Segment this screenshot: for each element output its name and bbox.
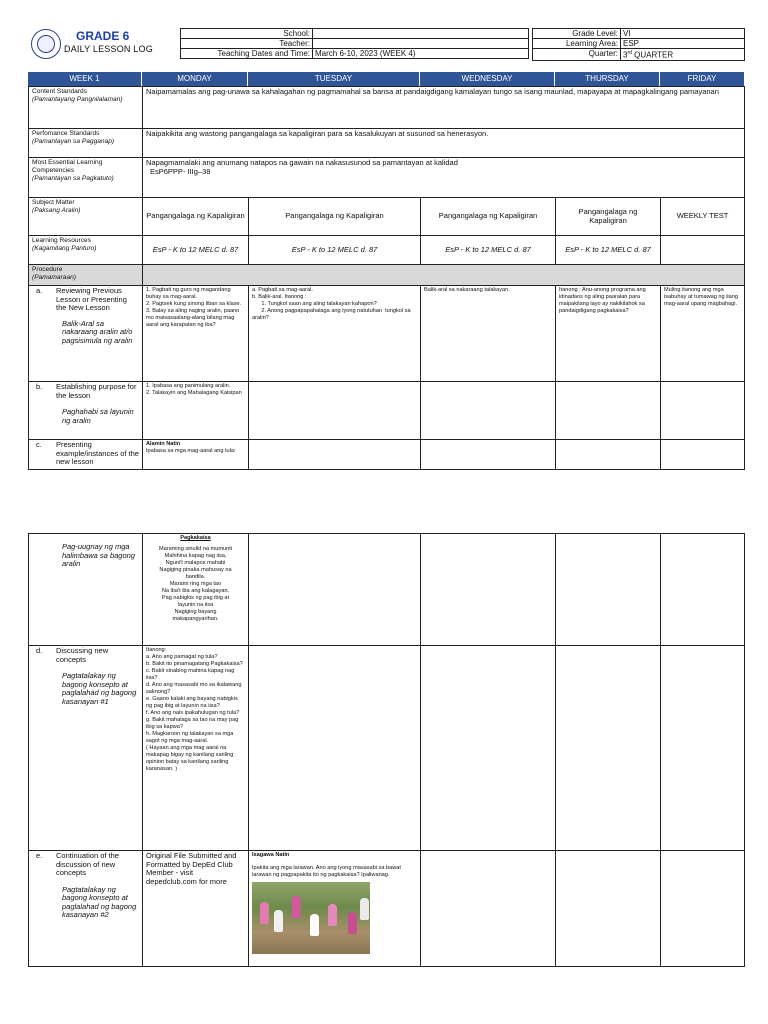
b-letter: b. — [36, 382, 43, 391]
c-cont-label — [29, 534, 143, 646]
e-subtitle: Pagtatalakay ng bagong konsepto at paglalahad ng bagong kasanayan #2 — [62, 884, 137, 919]
a-wednesday: Balik-aral sa nakaraang talakayan. — [421, 286, 556, 382]
b-subtitle: Paghahabi sa layunin ng aralin — [62, 407, 134, 425]
procedure-title: Procedure — [32, 266, 63, 273]
a-thursday: Itanong : Anu-anong programa ang idinadaos ng aling paaralan para maipakilang layo ay nakikilahok sa pandaigdigang pagkakaisa? — [556, 286, 661, 382]
e-friday — [661, 851, 745, 967]
a-letter: a. — [36, 286, 43, 295]
grade-level-label: Grade Level: — [533, 29, 621, 39]
c-cont-friday — [661, 534, 745, 646]
c-friday — [661, 440, 745, 470]
e-monday: Original File Submitted and Formatted by DepEd Club Member - visit depedclub.com for more — [143, 851, 249, 967]
header-class-info — [532, 28, 745, 61]
subject-matter-subtitle: (Paksang Aralin) — [32, 207, 81, 214]
school-label: School: — [181, 29, 313, 39]
a-label — [29, 286, 143, 382]
row-performance-standards — [29, 129, 745, 158]
resources-subtitle: (Kagamitang Panturo) — [32, 245, 97, 252]
row-procedure — [29, 265, 745, 286]
learning-area-label: Learning Area: — [533, 39, 621, 49]
b-monday: 1. Ipabasa ang panimulang aralin. 2. Talakayin ang Mahalagang Kaisipan — [143, 382, 249, 440]
competencies-code: EsP6PPP- IIIg–38 — [150, 166, 211, 176]
dates-value: March 6-10, 2023 (WEEK 4) — [313, 49, 529, 59]
lesson-table-page-2 — [28, 533, 745, 967]
d-friday — [661, 646, 745, 851]
e-label — [29, 851, 143, 967]
row-e — [29, 851, 745, 967]
d-letter: d. — [36, 646, 43, 655]
competencies-title: Most Essential Learning Competencies — [32, 159, 103, 174]
c-tuesday — [249, 440, 421, 470]
quarter-value — [621, 49, 745, 61]
resources-thursday: EsP - K to 12 MELC d. 87 — [556, 236, 661, 265]
e-letter: e. — [36, 851, 43, 860]
school-value — [313, 29, 529, 39]
subject-tuesday: Pangangalaga ng Kapaligiran — [249, 198, 421, 236]
resources-monday: EsP - K to 12 MELC d. 87 — [143, 236, 249, 265]
quarter-label: Quarter: — [533, 49, 621, 61]
c-wednesday — [421, 440, 556, 470]
dates-label: Teaching Dates and Time: — [181, 49, 313, 59]
e-tuesday-text: Ipakita ang mga larawan. Ano ang iyong masasabi sa bawat larawan ng pagpapakita ito ng pagkakaisa? Ipaliwanag. — [252, 865, 401, 878]
competencies-value — [143, 158, 745, 198]
d-subtitle: Pagtatalakay ng bagong konsepto at paglalahad ng bagong kasanayan #1 — [62, 671, 137, 706]
day-tuesday: TUESDAY — [248, 72, 420, 86]
a-monday: 1. Pagbati ng guro ng magandang buhay sa mag-aaral. 2. Pagtsek kung sinong liban sa klase. 3. Balay sa aling naging aralin, paano mo maisasaalang-alang bilang mag aaral ang karapatan ng iba? — [143, 286, 249, 382]
performance-standards-title: Perfomance Standards — [32, 130, 100, 137]
c-monday-title: Alamin Natin — [146, 441, 181, 447]
resources-label — [29, 236, 143, 265]
performance-standards-label — [29, 129, 143, 158]
c-cont-thursday — [556, 534, 661, 646]
d-title: Discussing new concepts — [56, 646, 109, 664]
quarter-number: 3 — [623, 50, 628, 60]
d-monday: Itanong: a. Ano ang pamagat ng tula? b. Bakit ito pinamagatang Pagkakaisa? c. Bakit sinabing mahina kapag nag iisa? d. Ano ang masasabi mo sa ikalawang saknong? e. Gaano kalaki ang bayang nabigkis ng pag ibig at layunin na iisa? f. Ano ang nais ipakahulugan ng tula? g. Bakit mahalaga sa tao na may pag ibig sa kapwa? h. Magkaroon ng talakayan sa mga sagot ng mga mag-aaral. ( Hayaan ang mga mag aaral na makapag bigay ng kanilang sariling opinion batay sa kanilang sariling karanasan. ) — [143, 646, 249, 851]
e-tuesday — [249, 851, 421, 967]
c-label — [29, 440, 143, 470]
lesson-table-page-1 — [28, 86, 745, 470]
competencies-subtitle: (Pamantayan sa Pagkatuto) — [32, 175, 114, 182]
grade-title: GRADE 6 — [76, 29, 130, 43]
week-bar — [28, 72, 744, 86]
day-monday: MONDAY — [142, 72, 248, 86]
c-label-wrap — [32, 441, 139, 467]
performance-standards-value: Naipakikita ang wastong pangangalaga sa kapaligiran para sa kasalukuyan at susunod sa henerasyon. — [143, 129, 745, 158]
procedure-subtitle: (Pamamaraan) — [32, 274, 76, 281]
b-title: Establishing purpose for the lesson — [56, 382, 137, 400]
row-a — [29, 286, 745, 382]
content-standards-value: Naipamamalas ang pag-unawa sa kahalagahan ng pagmamahal sa bansa at pandaigdigang kamalayan tungo sa isang maunlad, mapayapa at mapagkalingang pamayanan — [143, 87, 745, 129]
competencies-label — [29, 158, 143, 198]
b-label — [29, 382, 143, 440]
subject-friday: WEEKLY TEST — [661, 198, 745, 236]
content-standards-title: Content Standards — [32, 88, 87, 95]
teacher-label: Teacher: — [181, 39, 313, 49]
a-title: Reviewing Previous Lesson or Presenting the New Lesson — [56, 286, 127, 312]
teacher-value — [313, 39, 529, 49]
b-thursday — [556, 382, 661, 440]
row-resources — [29, 236, 745, 265]
row-c — [29, 440, 745, 470]
a-subtitle: Balik-Aral sa nakaraang aralin at/o pagsisimula ng aralin — [62, 318, 133, 345]
c-cont-wednesday — [421, 534, 556, 646]
c-monday-text: Ipabasa sa mga mag-aaral ang tula: — [146, 448, 236, 454]
b-friday — [661, 382, 745, 440]
quarter-suffix: rd — [627, 50, 632, 56]
subject-thursday: Pangangalaga ng Kapaligiran — [556, 198, 661, 236]
e-tuesday-title: Isagawa Natin — [252, 852, 290, 858]
poem-cell — [143, 534, 249, 646]
row-competencies — [29, 158, 745, 198]
week-label: WEEK 1 — [28, 72, 142, 86]
d-label-wrap — [32, 647, 139, 664]
row-b — [29, 382, 745, 440]
row-c-continued — [29, 534, 745, 646]
content-standards-subtitle: (Pamantayang Pangnilalaman) — [32, 96, 123, 103]
c-cont-tuesday — [249, 534, 421, 646]
a-tuesday: a. Pagbati sa mag-aaral. b. Balik-aral. Itanong : 1. Tungkol saan ang aling talakayan kahapon? 2. Anong pagpapapahalaga ang iyong natutuhan tungkol sa aralin? — [249, 286, 421, 382]
students-planting-photo — [252, 882, 370, 954]
d-thursday — [556, 646, 661, 851]
resources-tuesday: EsP - K to 12 MELC d. 87 — [249, 236, 421, 265]
b-label-wrap — [32, 383, 139, 400]
row-d — [29, 646, 745, 851]
document-type: DAILY LESSON LOG — [64, 44, 153, 54]
competencies-text: Napagmamalaki ang anumang natapos na gawain na nakasusunod sa pamantayan at kalidad — [146, 158, 458, 167]
header-school-info — [180, 28, 529, 59]
a-friday: Muling itanong ang mga isabuhay at tumawag ng ilang mag-aaral upang magbahagi. — [661, 286, 745, 382]
quarter-text: QUARTER — [631, 50, 674, 60]
e-label-wrap — [32, 852, 139, 878]
procedure-blank — [143, 265, 745, 286]
c-thursday — [556, 440, 661, 470]
learning-area-value: ESP — [621, 39, 745, 49]
c-monday — [143, 440, 249, 470]
day-friday: FRIDAY — [687, 74, 717, 83]
row-content-standards — [29, 87, 745, 129]
poem-title: Pagkakaisa — [180, 535, 211, 541]
d-label — [29, 646, 143, 851]
c-title: Presenting example/instances of the new lesson — [56, 440, 139, 466]
subject-monday: Pangangalaga ng Kapaligiran — [143, 198, 249, 236]
resources-wednesday: EsP - K to 12 MELC d. 87 — [421, 236, 556, 265]
e-thursday — [556, 851, 661, 967]
subject-matter-label — [29, 198, 143, 236]
e-title: Continuation of the discussion of new concepts — [56, 851, 119, 877]
resources-friday — [661, 236, 745, 265]
row-subject-matter — [29, 198, 745, 236]
content-standards-label — [29, 87, 143, 129]
procedure-label — [29, 265, 143, 286]
day-wednesday: WEDNESDAY — [420, 72, 555, 86]
performance-standards-subtitle: (Pamantayan sa Pagganap) — [32, 138, 115, 145]
subject-wednesday: Pangangalaga ng Kapaligiran — [421, 198, 556, 236]
day-thursday: THURSDAY — [555, 72, 660, 86]
c-cont-subtitle: Pag-uugnay ng mga halimbawa sa bagong aralin — [62, 542, 135, 568]
c-letter: c. — [36, 440, 42, 449]
grade-level-value: VI — [621, 29, 745, 39]
b-wednesday — [421, 382, 556, 440]
resources-title: Learning Resources — [32, 237, 92, 244]
b-tuesday — [249, 382, 421, 440]
a-label-wrap — [32, 287, 139, 313]
d-tuesday — [249, 646, 421, 851]
deped-seal-icon — [31, 29, 61, 59]
e-wednesday — [421, 851, 556, 967]
poem-text: Maraming sinulid na mumunti Mahihina kapag nag iisa, Nguni't malapos mahabi Nagiging pinaka mahusay na bandila. Marami ring mga tao Na iba't iba ang kalagayan, Pag nabigkis ng pag ibig at layunin na iisa Nagiging bayang makapangyarihan. — [158, 546, 233, 622]
subject-matter-title: Subject Matter — [32, 199, 75, 206]
d-wednesday — [421, 646, 556, 851]
